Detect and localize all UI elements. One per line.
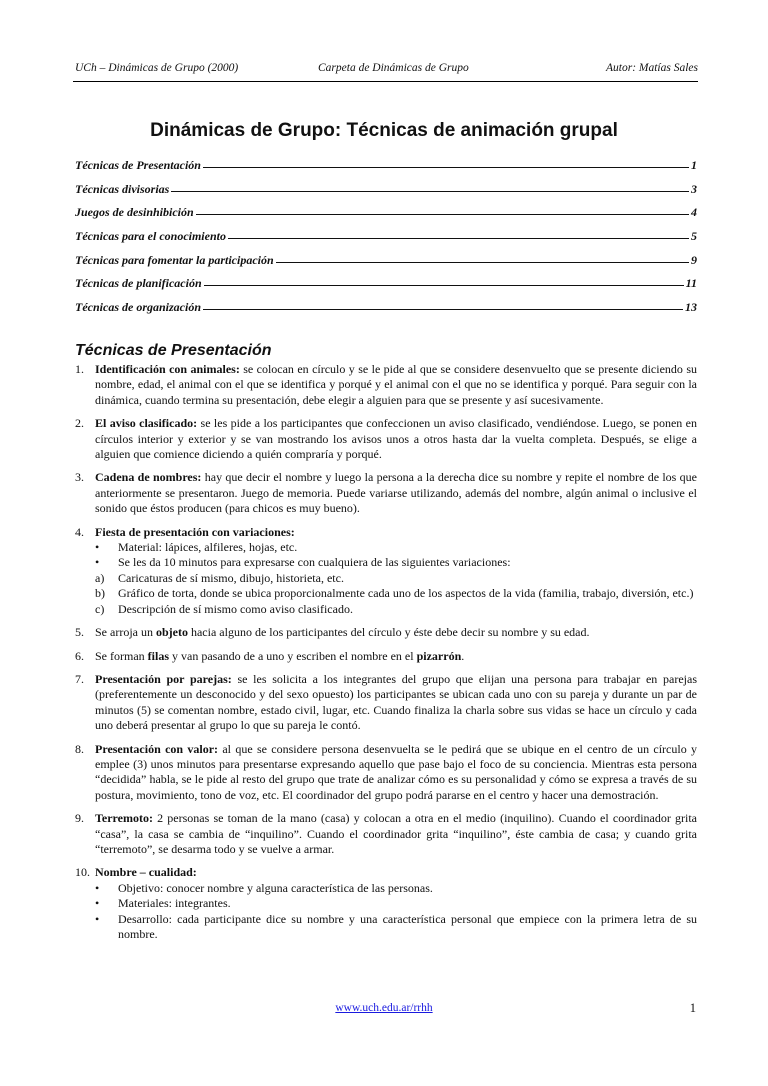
list-item — [75, 811, 697, 857]
toc-entry-label: Técnicas de organización — [75, 300, 201, 315]
list-item — [75, 865, 697, 942]
letter-marker: c) — [95, 601, 105, 616]
item-text — [95, 811, 697, 857]
bullet-icon: • — [95, 540, 100, 555]
item-title: Terremoto: — [95, 811, 153, 826]
list-item — [75, 470, 697, 516]
item-body: se colocan en círculo y se le pide al que se considere desenvuelto que se presente diciendo su nombre, edad, el animal con el que se identifica y porqué y el animal con el que no se identifica y porqué. Para seguir con la dinámica, cuando termina su presentación, debe elegir a alguien para que se presente y así sucesivamente. — [95, 362, 697, 407]
bullet-item — [95, 896, 697, 911]
list-item — [75, 649, 697, 664]
item-emphasis: objeto — [155, 625, 188, 640]
item-number: 9. — [75, 811, 84, 826]
letter-marker: b) — [95, 586, 105, 601]
list-item — [75, 672, 697, 734]
lettered-text: Descripción de sí mismo como aviso clasificado. — [118, 601, 353, 616]
toc-entry-page: 4 — [691, 205, 697, 220]
item-body: al que se considere persona desenvuelta se le pedirá que se ubique en el centro de un círculo y emplee (3) unos minutos para presentarse expresando aquello que pase bajo el foco de su conciencia. Mientras esta persona “decidida” habla, se le pide al resto del grupo que trate de analizar cómo es su personalidad y cómo se expresa a través de su postura, movimiento, tono de voz, etc. El coordinador del grupo podrá pararse en el centro y hacer una demostración. — [95, 741, 698, 802]
toc-entry-label: Juegos de desinhibición — [75, 205, 194, 220]
lettered-item — [95, 571, 697, 586]
bullet-icon: • — [95, 911, 100, 926]
item-title: Presentación con valor: — [95, 741, 219, 756]
item-number: 10. — [75, 865, 90, 880]
item-text — [95, 742, 697, 804]
item-number: 2. — [75, 416, 84, 431]
item-number: 5. — [75, 625, 84, 640]
toc-entry[interactable] — [75, 300, 697, 324]
item-text — [95, 625, 697, 640]
item-text — [95, 416, 697, 462]
bullet-text: Se les da 10 minutos para expresarse con cualquiera de las siguientes variaciones: — [118, 555, 511, 570]
table-of-contents — [75, 158, 697, 324]
header-course: UCh – Dinámicas de Grupo (2000) — [75, 62, 239, 74]
toc-entry-page: 11 — [685, 276, 697, 291]
item-title: Fiesta de presentación con variaciones: — [95, 524, 295, 539]
item-emphasis: pizarrón — [416, 648, 462, 663]
document-title: Dinámicas de Grupo: Técnicas de animación grupal — [150, 120, 618, 141]
section-heading: Técnicas de Presentación — [75, 342, 272, 359]
letter-marker: a) — [95, 570, 105, 585]
toc-entry-page: 5 — [691, 229, 697, 244]
toc-entry-page: 3 — [691, 181, 697, 196]
item-text — [95, 525, 697, 617]
item-body: hay que decir el nombre y luego la persona a la derecha dice su nombre y repite el nombre de los que anteriormente se presentaron. Juego de memoria. Puede variarse utilizando, además del nombre, algún animal o inclusive el sonido que éstos producen (para chicos es muy bueno). — [95, 470, 697, 516]
toc-leader — [276, 262, 689, 263]
item-title: Identificación con animales: — [95, 362, 240, 376]
item-number: 3. — [75, 470, 84, 485]
toc-entry-label: Técnicas para fomentar la participación — [75, 252, 274, 267]
toc-entry-page: 9 — [691, 252, 697, 267]
item-number: 4. — [75, 524, 84, 539]
item-number: 7. — [75, 671, 84, 686]
item-body: se les pide a los participantes que confeccionen un aviso clasificado, vendiéndose. Luego, se ponen en círculos interior y exterior y se van mostrando los avisos unos a otros hasta dar la vuelta completa. Después, se elige a alguien que comience diciendo a quién compraría y porqué. — [95, 416, 698, 462]
bullet-item — [95, 881, 697, 896]
item-body: Se arroja un — [95, 625, 156, 640]
item-body: 2 personas se toman de la mano (casa) y colocan a otra en el medio (inquilino). Cuando el coordinador grita “casa”, la casa se cambia de “inquilino”. Cuando el coordinador grita “inquilino”, éste cambia de casa; y cuando grita “terremoto”, se desarma todo y se vuelve a armar. — [95, 811, 697, 856]
toc-entry[interactable] — [75, 229, 697, 253]
item-text — [95, 470, 697, 516]
lettered-item — [95, 602, 697, 617]
bullet-item — [95, 540, 697, 555]
bullet-icon: • — [95, 880, 100, 895]
header-author: Autor: Matías Sales — [606, 62, 698, 74]
list-item — [75, 362, 697, 408]
toc-entry-label: Técnicas para el conocimiento — [75, 229, 226, 244]
lettered-item — [95, 586, 697, 601]
item-body: hacia alguno de los participantes del círculo y éste debe decir su nombre y su edad. — [187, 625, 590, 640]
list-item — [75, 742, 697, 804]
item-number: 6. — [75, 648, 84, 663]
technique-list — [75, 362, 697, 950]
bullet-icon: • — [95, 896, 100, 911]
bullet-item — [95, 555, 697, 570]
item-title: Nombre – cualidad: — [95, 865, 197, 880]
bullet-item — [95, 912, 697, 943]
item-title: El aviso clasificado: — [95, 416, 198, 431]
item-body: se les solicita a los integrantes del grupo que elijan una persona para trabajar en parejas (preferentemente un desconocido y del sexo opuesto) los participantes se ubican cada uno con su pareja y durante un par de minutos (5) se comentan nombre, estado civil, lugar, etc. Cuando finaliza la charla sobre sus vidas se hace un círculo y cada uno deberá presentar al grupo lo que su pareja le contó. — [95, 671, 697, 733]
item-number: 8. — [75, 741, 84, 756]
item-title: Cadena de nombres: — [95, 470, 202, 485]
header-folder-title: Carpeta de Dinámicas de Grupo — [318, 62, 469, 74]
toc-entry-label: Técnicas de Presentación — [75, 158, 201, 172]
item-body: . — [461, 648, 465, 663]
toc-entry[interactable] — [75, 205, 697, 229]
toc-leader — [203, 309, 683, 310]
toc-entry[interactable] — [75, 276, 697, 300]
item-text — [95, 672, 697, 734]
item-body: y van pasando de a uno y escriben el nombre en el — [169, 648, 417, 663]
toc-leader — [204, 285, 684, 286]
item-text — [95, 649, 697, 664]
toc-entry-label: Técnicas de planificación — [75, 276, 202, 291]
item-title: Presentación por parejas: — [95, 671, 232, 686]
lettered-text: Caricaturas de sí mismo, dibujo, historieta, etc. — [118, 570, 344, 585]
header-rule — [73, 81, 698, 82]
toc-leader — [196, 214, 689, 215]
bullet-text: Objetivo: conocer nombre y alguna característica de las personas. — [118, 880, 433, 895]
toc-entry-page: 1 — [691, 158, 697, 172]
bullet-text: Materiales: integrantes. — [118, 896, 231, 911]
item-emphasis: filas — [147, 648, 169, 663]
toc-entry[interactable] — [75, 253, 697, 277]
footer-website-link[interactable]: www.uch.edu.ar/rrhh — [335, 1002, 433, 1014]
bullet-text: Material: lápices, alfileres, hojas, etc. — [118, 540, 298, 555]
bullet-icon: • — [95, 555, 100, 570]
toc-entry[interactable] — [75, 182, 697, 206]
list-item — [75, 625, 697, 640]
toc-entry-label: Técnicas divisorias — [75, 181, 170, 196]
toc-leader — [228, 238, 689, 239]
toc-leader — [171, 191, 689, 192]
item-text — [95, 865, 697, 942]
bullet-text: Desarrollo: cada participante dice su nombre y una característica personal que empiece con la primera letra de su nombre. — [118, 911, 697, 941]
item-text — [95, 362, 697, 408]
toc-entry[interactable] — [75, 158, 697, 182]
toc-entry-page: 13 — [685, 300, 697, 315]
toc-leader — [203, 167, 689, 168]
list-item — [75, 416, 697, 462]
page-number: 1 — [689, 1001, 696, 1015]
list-item — [75, 525, 697, 617]
lettered-text: Gráfico de torta, donde se ubica proporcionalmente cada uno de los aspectos de la vida (familia, trabajo, diversión, etc.) — [118, 586, 694, 601]
item-number: 1. — [75, 362, 84, 376]
item-body: Se forman — [95, 648, 148, 663]
